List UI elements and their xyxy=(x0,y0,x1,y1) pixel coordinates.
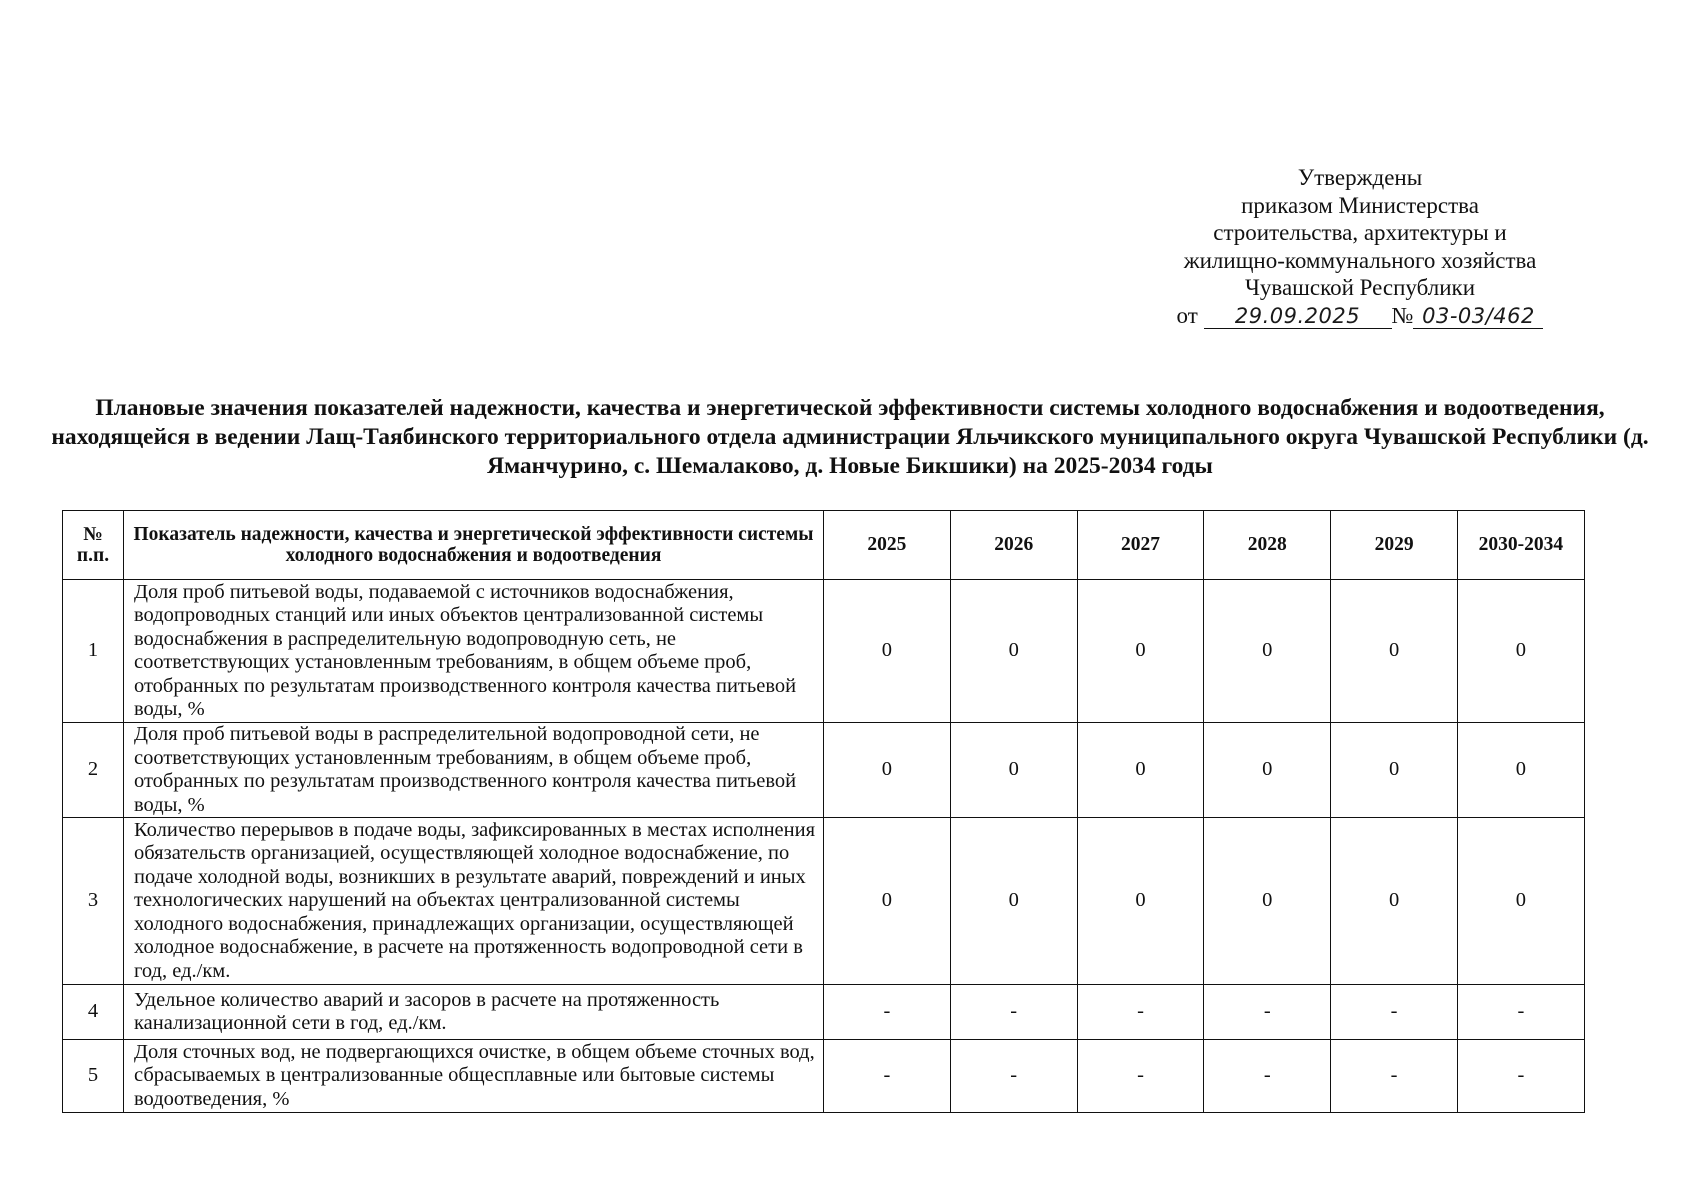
row-value: - xyxy=(1457,1040,1584,1113)
row-value: 0 xyxy=(1331,723,1458,818)
approval-date-line xyxy=(1140,302,1580,330)
approval-line: приказом Министерства xyxy=(1241,192,1479,218)
header-year: 2028 xyxy=(1204,511,1331,580)
row-value: 0 xyxy=(1457,580,1584,723)
number-field xyxy=(1413,304,1543,329)
row-value: 0 xyxy=(1204,818,1331,985)
table-row xyxy=(63,985,1585,1040)
row-value: - xyxy=(1331,985,1458,1040)
row-indicator: Доля сточных вод, не подвергающихся очистке, в общем объеме сточных вод, сбрасываемых в централизованные общесплавные или бытовые системы водоотведения, % xyxy=(124,1040,824,1113)
row-value: 0 xyxy=(950,580,1077,723)
header-indicator: Показатель надежности, качества и энергетической эффективности системы холодного водоснабжения и водоотведения xyxy=(124,511,824,580)
date-prefix: от xyxy=(1176,302,1198,328)
row-indicator: Удельное количество аварий и засоров в расчете на протяженность канализационной сети в год, ед./км. xyxy=(124,985,824,1040)
row-value: 0 xyxy=(1077,818,1204,985)
header-year: 2029 xyxy=(1331,511,1458,580)
row-value: 0 xyxy=(1457,723,1584,818)
handwritten-number: 03-03/462 xyxy=(1422,303,1535,328)
table-row xyxy=(63,723,1585,818)
row-value: - xyxy=(1077,985,1204,1040)
document-title: Плановые значения показателей надежности, качества и энергетической эффективности системы холодного водоснабжения и водоотведения, находящейся в ведении Лащ-Таябинского территориального отдела администрации Яльчикского муниципального округа Чувашской Республики (д. Яманчурино, с. Шемалаково, д. Новые Бикшики) на 2025-2034 годы xyxy=(51,395,1649,479)
row-indicator: Доля проб питьевой воды в распределительной водопроводной сети, не соответствующих установленным требованиям, в общем объеме проб, отобранных по результатам производственного контроля качества питьевой воды, % xyxy=(124,723,824,818)
row-value: 0 xyxy=(1077,723,1204,818)
indicators-table xyxy=(62,510,1585,1113)
indicators-table-wrapper xyxy=(62,510,1584,1113)
row-number: 3 xyxy=(63,818,124,985)
row-value: 0 xyxy=(1331,580,1458,723)
row-indicator: Количество перерывов в подаче воды, зафиксированных в местах исполнения обязательств организацией, осуществляющей холодное водоснабжение, по подаче холодной воды, возникших в результате аварий, повреждений и иных технологических нарушений на объектах централизованной системы холодного водоснабжения, принадлежащих организации, осуществляющей холодное водоснабжение, в расчете на протяженность водопроводной сети в год, ед./км. xyxy=(124,818,824,985)
row-number: 5 xyxy=(63,1040,124,1113)
table-row xyxy=(63,818,1585,985)
row-value: - xyxy=(1457,985,1584,1040)
row-value: 0 xyxy=(824,818,951,985)
header-year: 2027 xyxy=(1077,511,1204,580)
row-value: - xyxy=(950,1040,1077,1113)
row-value: 0 xyxy=(1457,818,1584,985)
row-value: - xyxy=(1077,1040,1204,1113)
approval-line: строительства, архитектуры и xyxy=(1213,220,1507,245)
header-year: 2026 xyxy=(950,511,1077,580)
number-prefix: № xyxy=(1391,302,1414,328)
row-value: 0 xyxy=(1204,580,1331,723)
approval-line: Чувашской Республики xyxy=(1244,275,1476,300)
header-num: № п.п. xyxy=(63,511,124,580)
row-value: - xyxy=(1204,1040,1331,1113)
row-number: 2 xyxy=(63,723,124,818)
header-year: 2030-2034 xyxy=(1457,511,1584,580)
row-value: - xyxy=(1331,1040,1458,1113)
handwritten-date: 29.09.2025 xyxy=(1234,303,1361,328)
row-number: 4 xyxy=(63,985,124,1040)
row-value: 0 xyxy=(1331,818,1458,985)
row-value: 0 xyxy=(1204,723,1331,818)
row-indicator: Доля проб питьевой воды, подаваемой с источников водоснабжения, водопроводных станций или иных объектов централизованной системы водоснабжения в распределительную водопроводную сеть, не соответствующих установленным требованиям, в общем объеме проб, отобранных по результатам производственного контроля качества питьевой воды, % xyxy=(124,580,824,723)
row-value: 0 xyxy=(1077,580,1204,723)
row-value: 0 xyxy=(824,580,951,723)
table-header-row xyxy=(63,511,1585,580)
row-value: - xyxy=(950,985,1077,1040)
row-value: - xyxy=(824,1040,951,1113)
approval-line: жилищно-коммунального хозяйства xyxy=(1183,247,1537,273)
row-number: 1 xyxy=(63,580,124,723)
header-year: 2025 xyxy=(824,511,951,580)
approval-block xyxy=(1140,164,1580,329)
table-row xyxy=(63,1040,1585,1113)
row-value: - xyxy=(824,985,951,1040)
row-value: 0 xyxy=(950,723,1077,818)
approval-line: Утверждены xyxy=(1297,165,1423,190)
table-row xyxy=(63,580,1585,723)
row-value: 0 xyxy=(824,723,951,818)
date-field xyxy=(1204,304,1392,329)
row-value: 0 xyxy=(950,818,1077,985)
row-value: - xyxy=(1204,985,1331,1040)
